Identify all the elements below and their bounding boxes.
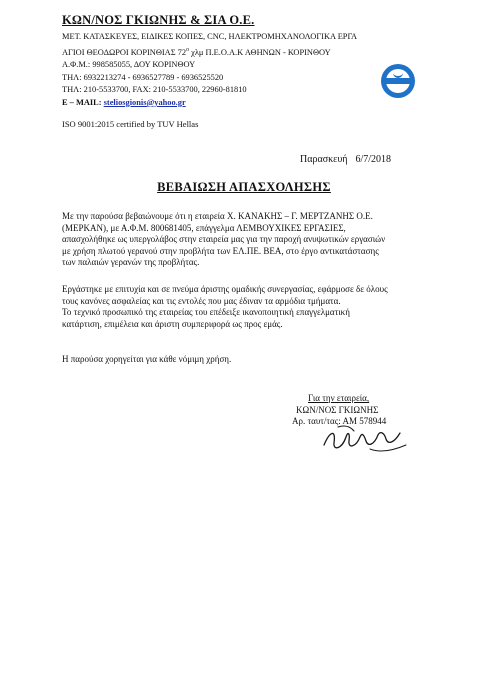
signature-for-company: Για την εταιρεία, (308, 393, 370, 403)
company-email (62, 97, 382, 110)
iso-certification: ISO 9001:2015 certified by TUV Hellas (62, 119, 199, 129)
paragraph-line: απασχολήθηκε ως υπεργολάβος στην εταιρεία μας για την παροχή ανυψωτικών εργασιών (62, 234, 386, 244)
paragraph-line: Εργάστηκε με επιτυχία και σε πνεύμα άριστης ομαδικής συνεργασίας, εφάρμοσε δε όλους (62, 284, 388, 294)
date-day: Παρασκευή (300, 154, 348, 165)
paragraph-line: κατάρτιση, επιμέλεια και άριστη συμπεριφορά ως προς εμάς. (62, 318, 283, 329)
address-superscript: ο (186, 46, 190, 53)
paragraph-closing (62, 354, 434, 366)
document-date (300, 154, 391, 165)
email-link[interactable]: steliosgionis@yahoo.gr (103, 97, 186, 107)
letterhead (62, 13, 382, 109)
paragraph-line: Η παρούσα χορηγείται για κάθε νόμιμη χρήση. (62, 354, 232, 364)
company-phones-fax: ΤΗΛ: 210-5533700, FAX: 210-5533700, 22960-81810 (62, 85, 247, 95)
document-title: ΒΕΒΑΙΩΣΗ ΑΠΑΣΧΟΛΗΣΗΣ (157, 180, 331, 194)
company-activities: ΜΕΤ. ΚΑΤΑΣΚΕΥΕΣ, ΕΙΔΙΚΕΣ ΚΟΠΕΣ, CNC, ΗΛΕΚΤΡΟΜΗΧΑΝΟΛΟΓΙΚΑ ΕΡΓΑ (62, 32, 358, 41)
paragraph-intro (62, 211, 434, 269)
company-phones: ΤΗΛ: 6932213274 - 6936527789 - 6936525520 (62, 72, 224, 82)
handwritten-signature-icon (320, 423, 410, 457)
address-road: χλμ Π.Ε.Ο.Α.Κ ΑΘΗΝΩΝ - ΚΟΡΙΝΘΟΥ (191, 47, 331, 57)
date-value: 6/7/2018 (355, 154, 392, 165)
signatory-name: ΚΩΝ/ΝΟΣ ΓΚΙΩΝΗΣ (296, 404, 379, 415)
company-tax-id: Α.Φ.Μ.: 998585055, ΔΟΥ ΚΟΡΙΝΘΟΥ (62, 59, 196, 69)
email-label: E – MAIL: (62, 97, 102, 107)
paragraph-evaluation (62, 284, 434, 330)
paragraph-line: (ΜΕΡΚΑΝ), με Α.Φ.Μ. 800681405, επάγγελμα ΛΕΜΒΟΥΧΙΚΕΣ ΕΡΓΑΣΙΕΣ, (62, 222, 346, 233)
company-address (62, 44, 382, 59)
paragraph-line: τους κανόνες ασφαλείας και τις εντολές που μας έδιναν τα αρμόδια τμήματα. (62, 295, 341, 306)
signatory-id: Αρ. ταυτ/τας: ΑΜ 578944 (292, 416, 387, 427)
paragraph-line: Με την παρούσα βεβαιώνουμε ότι η εταιρεία Χ. ΚΑΝΑΚΗΣ – Γ. ΜΕΡΤΖΑΝΗΣ Ο.Ε. (62, 211, 373, 221)
paragraph-line: με χρήση πλωτού γερανού στην προβλήτα των ΕΛ.ΠΕ. ΒΕΑ, στο έργο αντικατάστασης (62, 245, 379, 256)
paragraph-line: Το τεχνικό προσωπικό της εταιρείας του επέδειξε ικανοποιητική επαγγελματική (62, 307, 350, 317)
company-name: ΚΩΝ/ΝΟΣ ΓΚΙΩΝΗΣ & ΣΙΑ Ο.Ε. (62, 13, 255, 27)
logo-band (386, 78, 410, 84)
paragraph-line: των παλαιών γερανών της προβλήτας. (62, 257, 200, 267)
address-main: ΑΓΙΟΙ ΘΕΟΔΩΡΟΙ ΚΟΡΙΝΘΙΑΣ 72 (62, 47, 187, 57)
certification-logo-icon (381, 64, 415, 98)
